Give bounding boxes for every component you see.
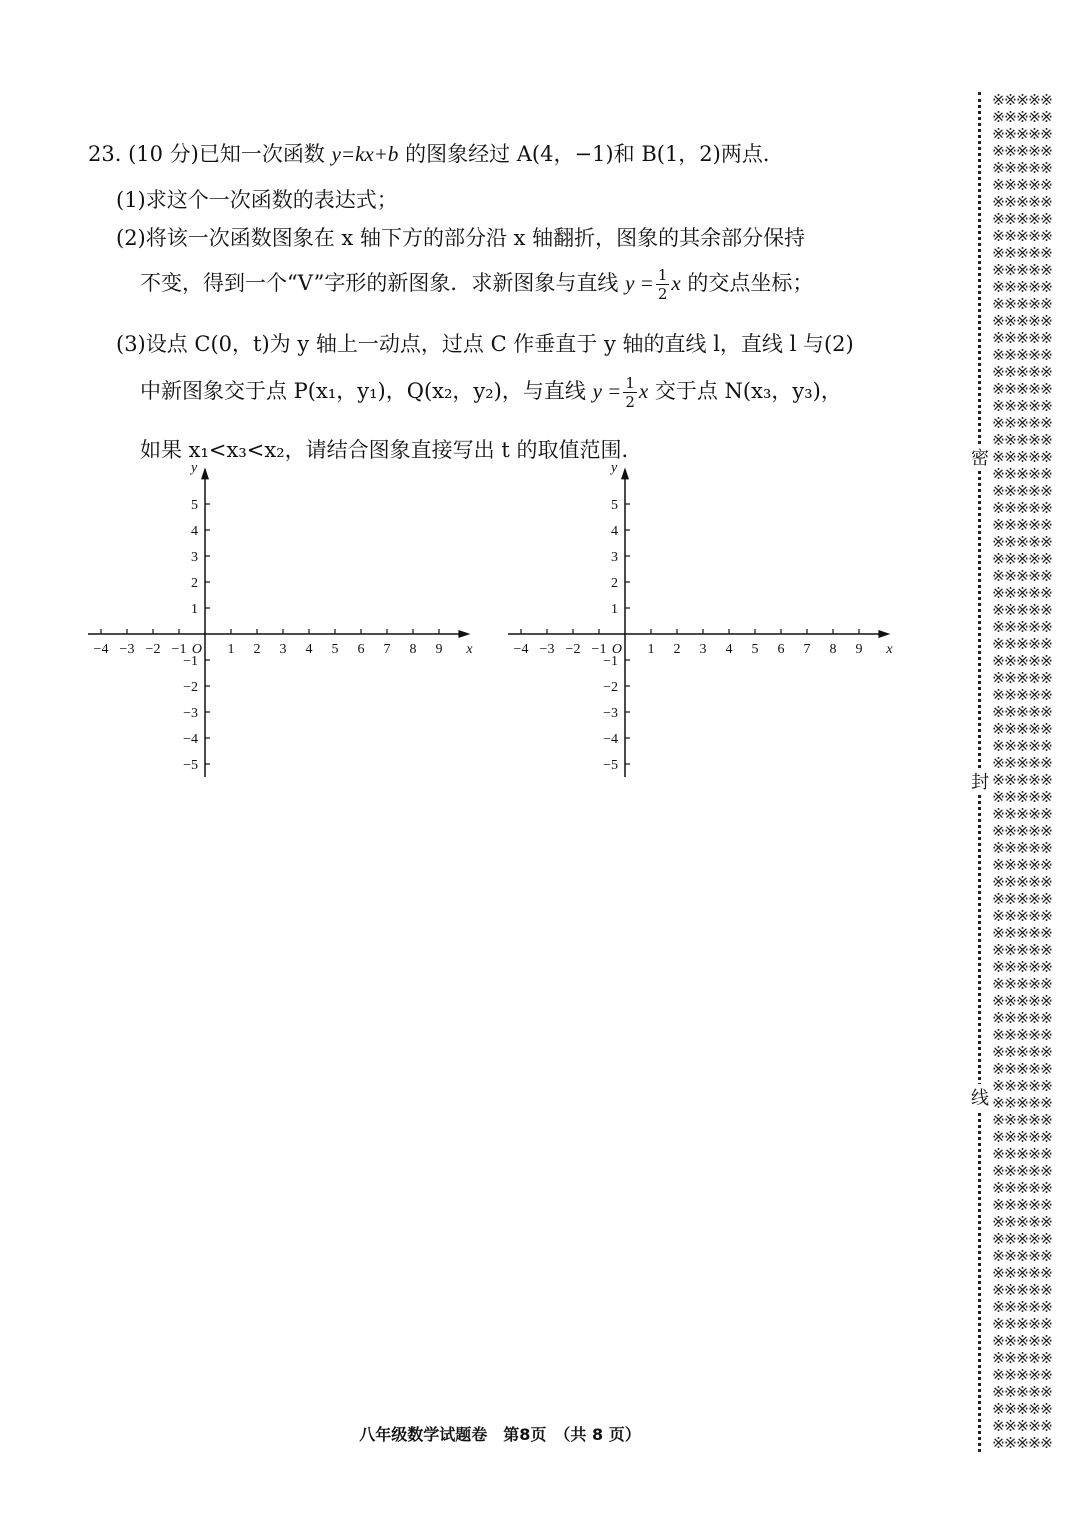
x-tick-label: −1 [591,642,607,657]
y-tick-label: 5 [611,498,618,513]
x-tick-label: 9 [435,642,443,657]
axes-svg [500,460,900,780]
axes-svg [80,460,480,780]
x-axis-label: x [886,642,893,657]
stem-text-2: 的图象经过 [398,142,517,166]
x-tick-label: 2 [673,642,681,657]
x-tick-label: −3 [539,642,555,657]
x-tick-label: −3 [119,642,135,657]
y-tick-label: 2 [191,576,198,591]
line-formula: y = $\frac{1}{2}$ x [592,374,649,411]
x-tick-label: 8 [409,642,417,657]
y-tick-label: −1 [603,654,618,669]
x-tick-label: 7 [383,642,391,657]
x-tick-label: −4 [93,642,109,657]
x-tick-label: 3 [699,642,707,657]
y-tick-label: −3 [183,706,198,721]
x-tick-label: 9 [855,642,863,657]
part-3-line-2: 中新图象交于点 P(x₁，y₁)，Q(x₂，y₂)，与直线 y = $\frac{1}{2}$ x 交于点 N(x₃，y₃)， [140,374,842,411]
page-footer: 八年级数学试题卷 第8页 （共 8 页） [359,1425,641,1444]
x-tick-label: −2 [145,642,161,657]
y-tick-label: −5 [603,758,618,773]
x-tick-label: 5 [751,642,759,657]
y-tick-label: −2 [183,680,198,695]
x-axis-arrow [458,630,470,638]
y-tick-label: 4 [611,524,618,539]
y-axis-arrow [621,467,629,479]
x-axis-arrow [878,630,890,638]
x-tick-label: 3 [279,642,287,657]
y-tick-label: 3 [191,550,198,565]
part-3-line-1: (3)设点 C(0，t)为 y 轴上一动点，过点 C 作垂直于 y 轴的直线 l，直线 l 与(2) [116,332,854,356]
stem-end: 两点． [720,142,784,166]
seal-pattern: ※※※※※ ※※※※※ ※※※※※ ※※※※※ ※※※※※ ※※※※※ ※※※※※ ※※※※※ ※※※※※ ※※※※※ ※※※※※ ※※※※※ ※※※※※ ※※※※※ ※※※※※ ※※※※※ ※※※※※ ※※※※※ ※※※※※ ※※※※※ ※※※※※ ※※※※※ ※※※※※ ※※※※※ ※※※※※ ※※※※※ ※※※※※ ※※※※※ ※※※※※ ※※※※※ ※※※※※ ※※※※※ ※※※※※ ※※※※※ ※※※※※ ※※※※※ ※※※※※ ※※※※※ ※※※※※ ※※※※※ ※※※※※ ※※※※※ ※※※※※ ※※※※※ ※※※※※ ※※※※※ ※※※※※ ※※※※※ ※※※※※ ※※※※※ ※※※※※ ※※※※※ ※※※※※ ※※※※※ ※※※※※ ※※※※※ ※※※※※ ※※※※※ ※※※※※ ※※※※※ ※※※※※ ※※※※※ ※※※※※ ※※※※※ ※※※※※ ※※※※※ ※※※※※ ※※※※※ ※※※※※ ※※※※※ ※※※※※ ※※※※※ ※※※※※ ※※※※※ ※※※※※ ※※※※※ ※※※※※ ※※※※※ ※※※※※ ※※※※※ [992,92,1052,1452]
binding-margin [958,92,1080,1452]
part-3-line-3: 如果 x₁<x₃<x₂，请结合图象直接写出 t 的取值范围． [140,438,643,462]
y-tick-label: 2 [611,576,618,591]
y-tick-label: −3 [603,706,618,721]
part-2-line-1: (2)将该一次函数图象在 x 轴下方的部分沿 x 轴翻折，图象的其余部分保持 [116,226,806,250]
x-tick-label: 6 [777,642,785,657]
question-number: 23. [88,142,122,166]
y-tick-label: −1 [183,654,198,669]
y-tick-label: 1 [191,602,198,617]
y-axis-label: y [611,460,618,476]
x-tick-label: 8 [829,642,837,657]
x-tick-label: 1 [227,642,235,657]
x-tick-label: −1 [171,642,187,657]
x-tick-label: 1 [647,642,655,657]
coordinate-grid-right [500,460,900,780]
x-tick-label: 4 [725,642,733,657]
y-axis-arrow [201,467,209,479]
x-axis-label: x [466,642,473,657]
stem-text-1: 已知一次函数 [198,142,332,166]
y-tick-label: 3 [611,550,618,565]
question-points: (10 分) [128,142,199,166]
stem-formula: y=kx+b [331,142,399,166]
x-tick-label: 2 [253,642,261,657]
coordinate-grid-left [80,460,480,780]
seal-char-1: 密 [970,444,990,470]
point-a: A(4，−1) [516,142,614,166]
part-2-line-2: 不变，得到一个“V”字形的新图象．求新图象与直线 y = $\frac{1}{2}$ x 的交点坐标； [140,266,814,303]
y-tick-label: −2 [603,680,618,695]
x-tick-label: 4 [305,642,313,657]
x-tick-label: −4 [513,642,529,657]
x-tick-label: 7 [803,642,811,657]
x-tick-label: 6 [357,642,365,657]
y-tick-label: 5 [191,498,198,513]
origin-label: O [611,642,622,657]
stem-and: 和 [613,142,642,166]
question-stem [88,138,784,168]
y-tick-label: 1 [611,602,618,617]
y-tick-label: −5 [183,758,198,773]
seal-char-2: 封 [970,768,990,794]
x-tick-label: −2 [565,642,581,657]
y-tick-label: −4 [603,732,618,747]
point-b: B(1，2) [641,142,721,166]
y-tick-label: 4 [191,524,198,539]
x-tick-label: 5 [331,642,339,657]
y-axis-label: y [191,460,198,476]
line-formula: y = $\frac{1}{2}$ x [625,266,681,303]
part-1: (1)求这个一次函数的表达式； [116,188,398,212]
seal-char-3: 线 [970,1084,990,1110]
y-tick-label: −4 [183,732,198,747]
origin-label: O [191,642,202,657]
